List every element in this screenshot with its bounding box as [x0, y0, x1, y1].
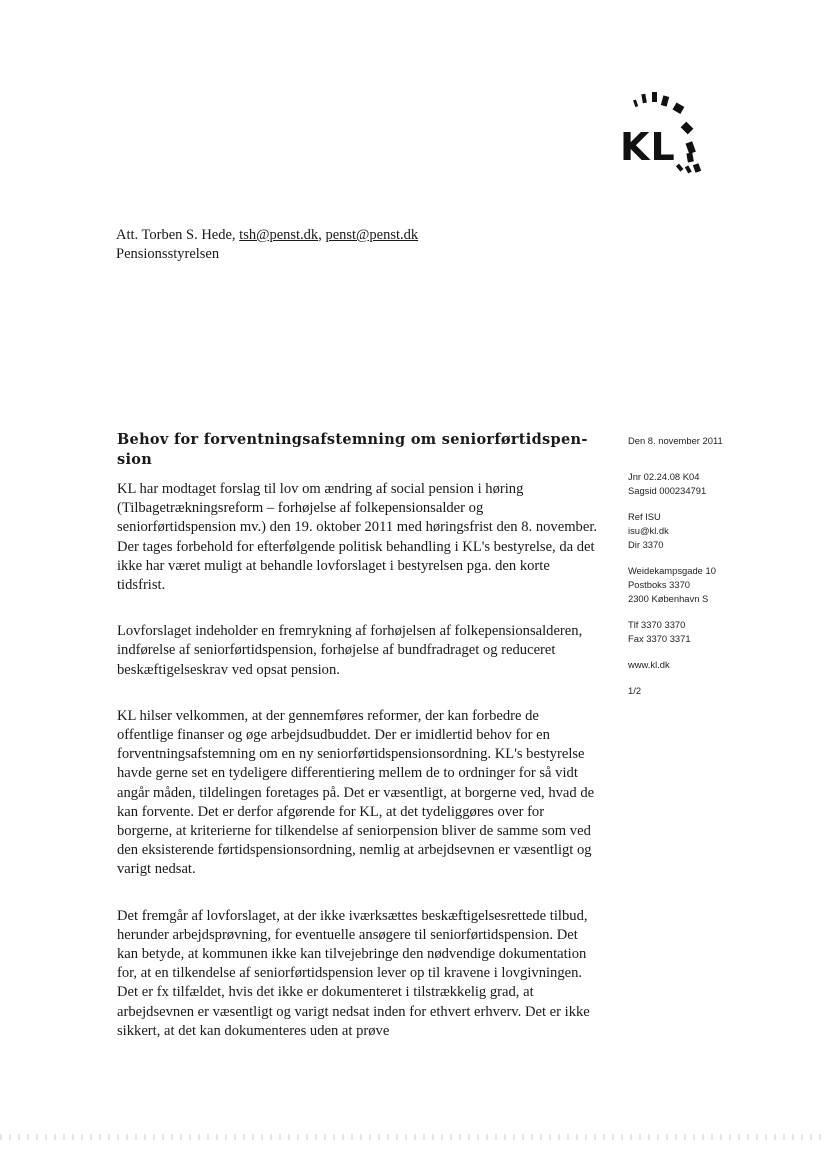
page-group [628, 684, 808, 698]
fax: Fax 3370 3371 [628, 633, 691, 644]
direct-phone: Dir 3370 [628, 539, 664, 550]
postbox: Postboks 3370 [628, 579, 691, 590]
phone: Tlf 3370 3370 [628, 619, 686, 630]
document-title: Behov for forventningsafstemning om seniorførtidspen-sion [117, 431, 588, 468]
email-link-tsh[interactable]: tsh@penst.dk [239, 227, 319, 243]
jnr: Jnr 02.24.08 K04 [628, 471, 700, 482]
paragraph-1: KL har modtaget forslag til lov om ændring af social pension i høring (Tilbagetrækningsreform – forhøjelse af folkepensionsalder og seniorførtidspension mv.) den 19. oktober 2011 med høringsfrist den 8. november. Der tages forbehold for efterfølgende politisk behandling i KL's bestyrelse, da det ikke har været muligt at behandle lovforslaget i bestyrelsen pga. den korte tidsfrist. [117, 481, 598, 594]
email-link-penst[interactable]: penst@penst.dk [325, 227, 419, 243]
contact-group [628, 510, 808, 552]
att-text: Att. Torben S. Hede, [116, 227, 240, 243]
recipient-block [116, 226, 418, 264]
paragraph-2: Lovforslaget indeholder en fremrykning af forhøjelsen af folkepensionsalderen, indførelse af seniorførtidspension, forhøjelse af bundfradraget og reduceret beskæftigelseskrav ved opsat pension. [117, 623, 583, 678]
paragraph-4: Det fremgår af lovforslaget, at der ikke iværksættes beskæftigelsesrettede tilbud, herunder arbejdsprøvning, for eventuelle ansøgere til seniorførtidspension. Det kan betyde, at kommunen ikke kan tilvejebringe den nødvendige dokumentation for, at en tilkendelse af seniorførtidspension lever op til kravene i lovgivningen. Det er fx tilfældet, hvis det ikke er dokumenteret i tilstrækkelig grad, at arbejdsevnen er væsentligt og varigt nedsat inden for ethvert erhverv. Det er ikke sikkert, at det kan dokumenteres uden at prøve [117, 907, 590, 1039]
date-group [628, 434, 808, 448]
contact-email[interactable]: isu@kl.dk [628, 525, 669, 536]
page-number: 1/2 [628, 685, 642, 696]
scan-artifact-line [0, 1134, 826, 1140]
paragraph-3: KL hilser velkommen, at der gennemføres reformer, der kan forbedre de offentlige finanser og øge arbejdsudbuddet. Der er imidlertid behov for en forventningsafstemning om en ny seniorførtidspensionsordning. KL's bestyrelse havde gerne set en tydeligere differentiering mellem de to ordninger for så vidt angår måden, tildelingen foretages på. Det er væsentligt, at borgerne ved, hvad de kan forvente. Det er derfor afgørende for KL, at det tydeliggøres over for borgerne, at kriterierne for tilkendelse af seniorpension bliver de samme som ved den eksisterende førtidspensionsordning, nemlig at arbejdsevnen er væsentligt og varigt nedsat. [117, 707, 595, 878]
kl-logo [612, 88, 722, 188]
sidebar-info [628, 434, 808, 710]
email-separator: , [318, 227, 326, 243]
phone-group [628, 618, 808, 646]
address-group [628, 564, 808, 606]
letter-body [117, 480, 599, 1068]
letter-date: Den 8. november 2011 [628, 435, 723, 446]
city: 2300 København S [628, 593, 709, 604]
reference-group [628, 470, 808, 498]
website-link[interactable]: www.kl.dk [628, 659, 670, 670]
ref: Ref ISU [628, 511, 661, 522]
sagsid: Sagsid 000234791 [628, 485, 707, 496]
street: Weidekampsgade 10 [628, 565, 716, 576]
recipient-organization: Pensionsstyrelsen [116, 246, 220, 262]
logo-text: KL [620, 125, 676, 169]
web-group [628, 658, 808, 672]
recipient-line [116, 226, 418, 245]
